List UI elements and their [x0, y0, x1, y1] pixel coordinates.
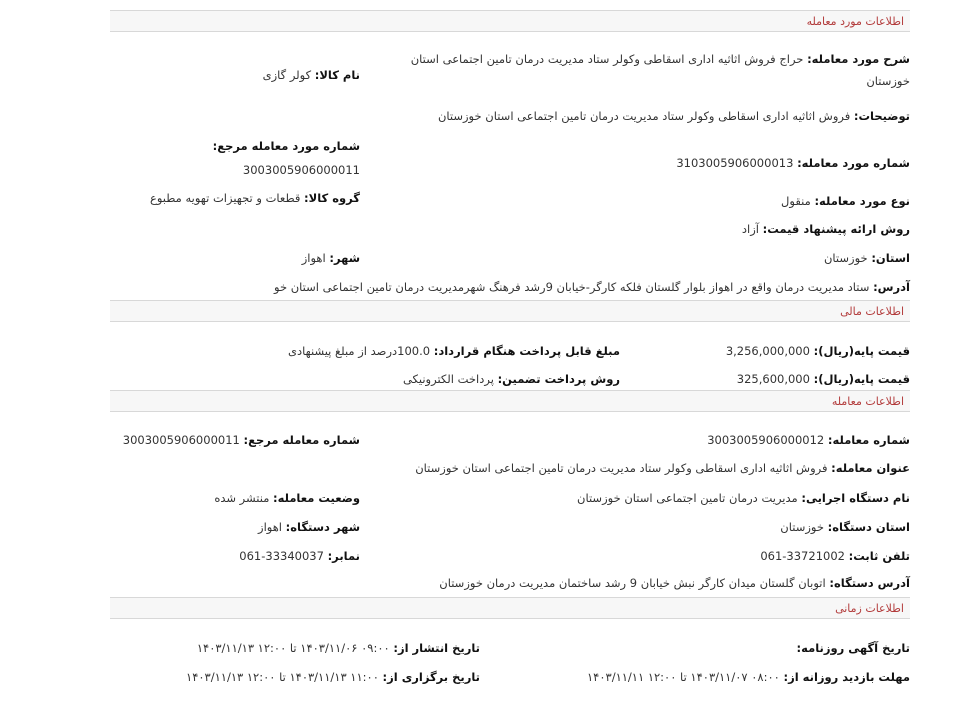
transaction-ref-label: شماره معامله مرجع:: [243, 433, 360, 447]
executor-value: مدیریت درمان تامین اجتماعی استان خوزستان: [577, 491, 798, 505]
pricing-method-value: آزاد: [741, 222, 759, 236]
deal-notes-value: فروش اثاثیه اداری اسقاطی وکولر ستاد مدیریت درمان تامین اجتماعی استان خوزستان: [437, 109, 851, 123]
pricing-method: [742, 222, 910, 236]
visit-deadline-value: ۰۸:۰۰ ۱۴۰۳/۱۱/۰۷ تا ۱۲:۰۰ ۱۴۰۳/۱۱/۱۱: [586, 670, 780, 684]
deal-number: [676, 156, 910, 170]
deal-type: [781, 194, 910, 208]
transaction-status: [214, 491, 360, 505]
contract-payment-value: 100.0درصد از مبلغ پیشنهادی: [288, 344, 431, 358]
base-price-2-value: 325,600,000: [736, 372, 810, 386]
item-name-label: نام کالا:: [314, 68, 360, 82]
base-price: [726, 344, 910, 358]
publish-date-value: ۰۹:۰۰ ۱۴۰۳/۱۱/۰۶ تا ۱۲:۰۰ ۱۴۰۳/۱۱/۱۳: [196, 641, 390, 655]
transaction-ref: [123, 433, 360, 447]
fax-label: نمابر:: [327, 549, 360, 563]
item-group-label: گروه کالا:: [304, 191, 360, 205]
guarantee-method-value: پرداخت الکترونیکی: [402, 372, 494, 386]
deal-type-value: منقول: [781, 194, 811, 208]
transaction-title-label: عنوان معامله:: [831, 461, 910, 475]
hold-date: [186, 670, 480, 684]
address: [274, 280, 910, 294]
deal-detail-sheet: [110, 8, 910, 705]
visit-deadline-label: مهلت بازدید روزانه از:: [783, 670, 910, 684]
org-city: [258, 520, 360, 534]
city: [302, 251, 360, 265]
org-city-value: اهواز: [258, 520, 282, 534]
transaction-number-label: شماره معامله:: [827, 433, 910, 447]
visit-deadline: [587, 670, 910, 684]
ref-deal-number-value: [243, 163, 360, 177]
transaction-number-value: 3003005906000012: [707, 433, 825, 447]
section-header-timing: اطلاعات زمانی: [110, 597, 910, 619]
ref-deal-number-label: [213, 139, 360, 153]
org-city-label: شهر دستگاه:: [285, 520, 360, 534]
newspaper-date-label: تاریخ آگهی روزنامه:: [796, 641, 910, 655]
city-label: شهر:: [329, 251, 360, 265]
org-address-value: اتوبان گلستان میدان کارگر نبش خیابان 9 رشد ساختمان مدیریت درمان خوزستان: [439, 576, 826, 590]
item-name-value: کولر گازی: [262, 68, 312, 82]
phone: [760, 549, 910, 563]
deal-number-value: 3103005906000013: [676, 156, 794, 170]
deal-notes-label: توضیحات:: [853, 109, 910, 123]
province-value: خوزستان: [823, 251, 868, 265]
transaction-title-value: فروش اثاثیه اداری اسقاطی وکولر ستاد مدیریت درمان تامین اجتماعی استان خوزستان: [415, 461, 828, 475]
phone-value: 33721002-061: [760, 549, 845, 563]
deal-description: [390, 48, 910, 92]
publish-date-label: تاریخ انتشار از:: [393, 641, 480, 655]
org-province-value: خوزستان: [780, 520, 824, 534]
item-group-value: قطعات و تجهیزات تهویه مطبوع: [149, 191, 301, 205]
deal-description-label: شرح مورد معامله:: [807, 52, 910, 66]
deal-description-value: حراج فروش اثاثیه اداری اسقاطی وکولر ستاد مدیریت درمان تامین اجتماعی استان خوزستان: [410, 52, 910, 88]
item-group: [150, 191, 360, 205]
guarantee-method: [403, 372, 620, 386]
transaction-number: [707, 433, 910, 447]
org-address: [439, 576, 910, 590]
fax: [239, 549, 360, 563]
province: [824, 251, 910, 265]
address-label: آدرس:: [873, 280, 910, 294]
ref-deal-number-value-text: 3003005906000011: [242, 163, 360, 177]
guarantee-method-label: روش پرداخت تضمین:: [497, 372, 620, 386]
deal-notes: [438, 109, 910, 123]
province-label: استان:: [871, 251, 910, 265]
base-price-label: قیمت پایه(ریال):: [813, 344, 910, 358]
fax-value: 33340037-061: [239, 549, 324, 563]
deal-number-label: شماره مورد معامله:: [797, 156, 910, 170]
address-value: ستاد مدیریت درمان واقع در اهواز بلوار گلستان فلکه کارگر-خیابان 9رشد فرهنگ شهرمدیریت درمان تامین اجتماعی استان خو: [274, 280, 870, 294]
transaction-status-label: وضعیت معامله:: [273, 491, 360, 505]
transaction-status-value: منتشر شده: [214, 491, 270, 505]
section-header-transaction: اطلاعات معامله: [110, 390, 910, 412]
transaction-title: [415, 461, 910, 475]
section-header-deal-info: اطلاعات مورد معامله: [110, 10, 910, 32]
base-price-2-label: قیمت پایه(ریال):: [813, 372, 910, 386]
item-name: [263, 68, 360, 82]
hold-date-label: تاریخ برگزاری از:: [382, 670, 480, 684]
base-price-2: [737, 372, 910, 386]
executor: [577, 491, 910, 505]
ref-deal-number-label-text: شماره مورد معامله مرجع:: [212, 139, 360, 153]
transaction-ref-value: 3003005906000011: [122, 433, 240, 447]
contract-payment: [288, 344, 620, 358]
pricing-method-label: روش ارائه پیشنهاد قیمت:: [762, 222, 910, 236]
base-price-value: 3,256,000,000: [725, 344, 810, 358]
publish-date: [197, 641, 480, 655]
deal-type-label: نوع مورد معامله:: [814, 194, 910, 208]
phone-label: تلفن ثابت:: [848, 549, 910, 563]
section-header-financial: اطلاعات مالی: [110, 300, 910, 322]
city-value: اهواز: [301, 251, 326, 265]
org-province-label: استان دستگاه:: [827, 520, 910, 534]
contract-payment-label: مبلغ قابل پرداخت هنگام قرارداد:: [433, 344, 620, 358]
newspaper-date: [797, 641, 910, 655]
hold-date-value: ۱۱:۰۰ ۱۴۰۳/۱۱/۱۳ تا ۱۲:۰۰ ۱۴۰۳/۱۱/۱۳: [186, 670, 379, 684]
executor-label: نام دستگاه اجرایی:: [801, 491, 910, 505]
org-address-label: آدرس دستگاه:: [829, 576, 910, 590]
org-province: [780, 520, 910, 534]
